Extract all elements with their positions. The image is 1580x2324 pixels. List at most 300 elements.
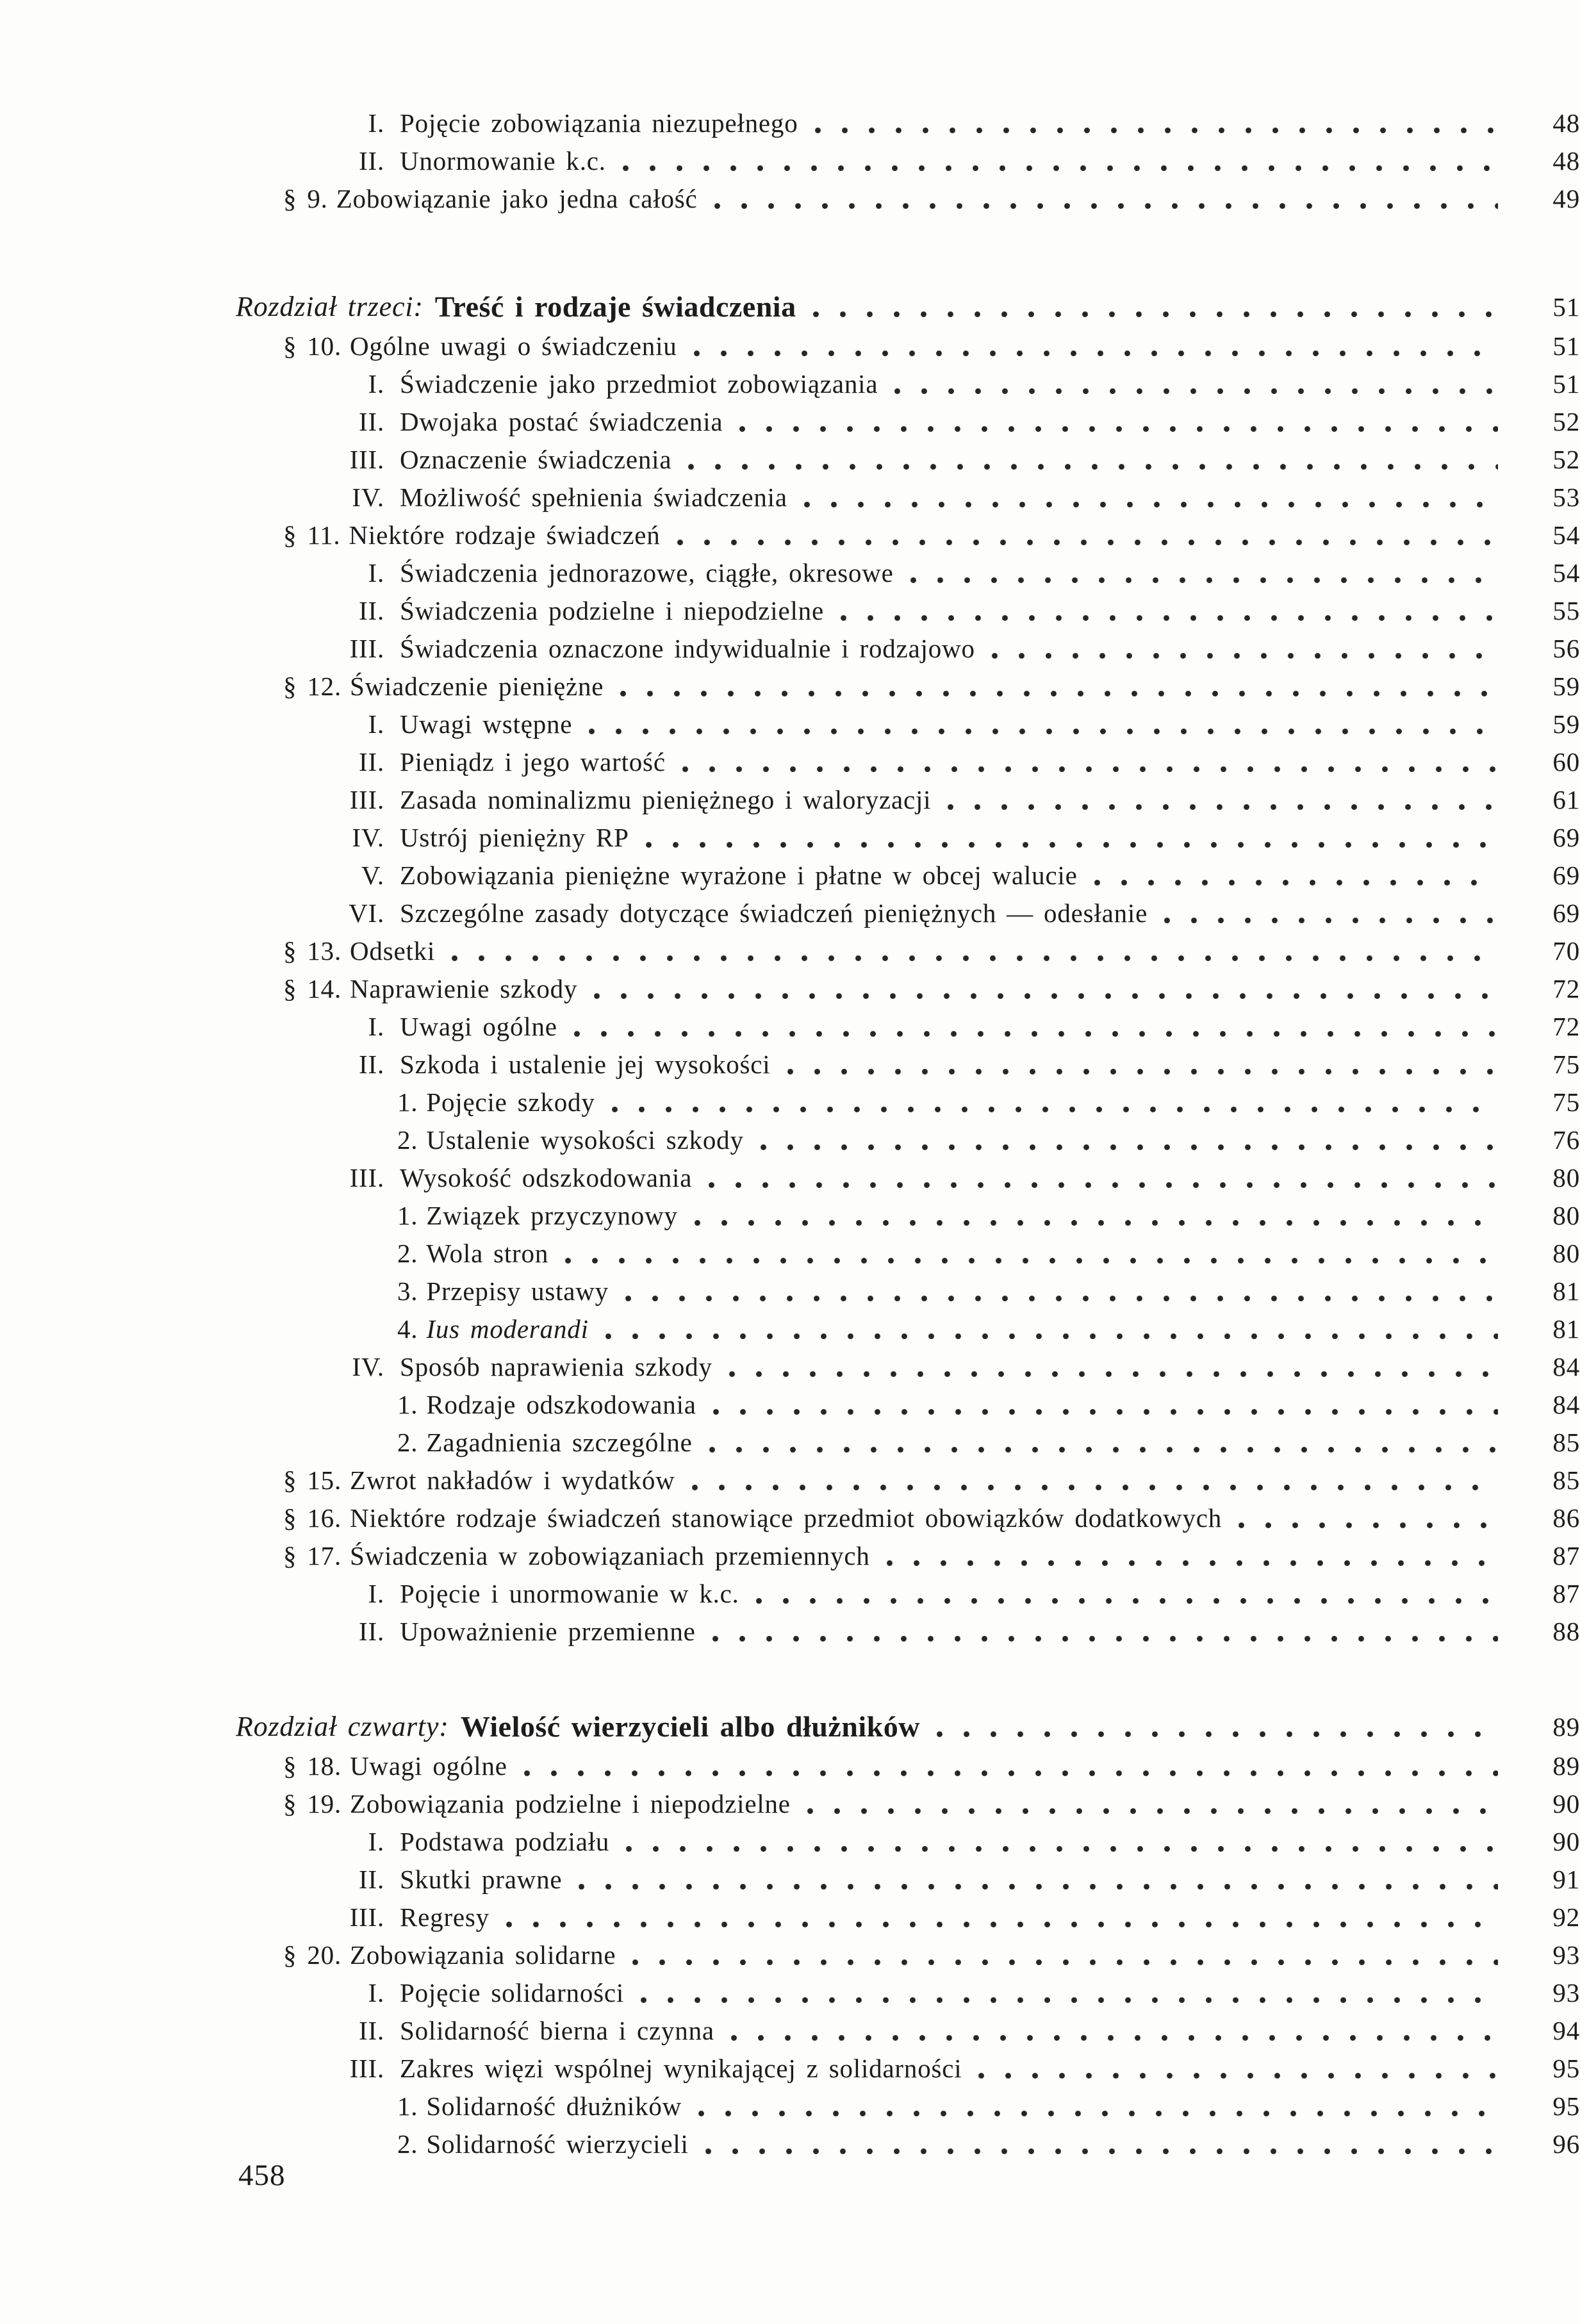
indent-spacer: [0, 479, 283, 516]
entry-page: 69: [1552, 823, 1580, 852]
dot-leader: [579, 1884, 1498, 1890]
chapter-four-section: [0, 1706, 1580, 2163]
entry-label: Związek przyczynowy: [426, 1201, 678, 1230]
entry-page: 56: [1552, 634, 1580, 663]
continuation-section: [0, 104, 1580, 218]
indent-spacer: [0, 932, 283, 970]
entry-number: II.: [359, 407, 384, 436]
indent-spacer: [0, 1273, 397, 1310]
indent-spacer: [0, 142, 283, 180]
entry-label: Ustrój pieniężny RP: [400, 823, 629, 852]
entry-label: Świadczenia jednorazowe, ciągłe, okresowe: [400, 558, 894, 588]
indent-spacer: [0, 630, 283, 668]
dot-leader: [894, 388, 1498, 394]
entry-number: I.: [368, 1827, 384, 1856]
indent-spacer: [0, 516, 283, 554]
indent-spacer: [0, 1046, 283, 1084]
entry-label: Szkoda i ustalenie jej wysokości: [400, 1050, 771, 1079]
entry-label: Szczególne zasady dotyczące świadczeń pieniężnych — odesłanie: [400, 898, 1148, 928]
dot-leader: [761, 1144, 1498, 1150]
chapter-prefix: Rozdział trzeci:: [236, 291, 424, 322]
dot-leader: [712, 1636, 1498, 1642]
toc-entry: [0, 365, 1580, 403]
dot-leader: [574, 1031, 1498, 1037]
toc-entry: [0, 668, 1580, 705]
dot-leader: [937, 1731, 1498, 1737]
entry-page: 69: [1552, 861, 1580, 890]
indent-spacer: [0, 1537, 283, 1575]
entry-page: 95: [1552, 2091, 1580, 2121]
indent-spacer: [0, 2012, 283, 2050]
entry-page: 72: [1552, 974, 1580, 1003]
entry-label: Upoważnienie przemienne: [400, 1617, 696, 1646]
entry-label: Świadczenie pieniężne: [350, 672, 604, 701]
entry-number: II.: [359, 747, 384, 777]
chapter-title: Treść i rodzaje świadczenia: [434, 290, 796, 323]
entry-page: 86: [1552, 1503, 1580, 1533]
entry-number: § 15.: [283, 1465, 342, 1495]
dot-leader: [729, 1371, 1498, 1377]
entry-number: 2.: [397, 2129, 418, 2159]
dot-leader: [807, 1808, 1498, 1814]
dot-leader: [641, 1997, 1498, 2003]
entry-page: 80: [1552, 1163, 1580, 1192]
entry-label: Rodzaje odszkodowania: [426, 1390, 696, 1419]
dot-leader: [506, 1922, 1498, 1927]
entry-number: 2.: [397, 1125, 418, 1155]
page-number: 458: [238, 2159, 286, 2192]
toc-entry: [0, 2012, 1580, 2050]
entry-label: Wola stron: [426, 1239, 549, 1268]
dot-leader: [787, 1069, 1499, 1075]
dot-leader: [815, 128, 1498, 133]
indent-spacer: [0, 1462, 283, 1499]
entry-number: 1.: [397, 1390, 418, 1419]
dot-leader: [804, 502, 1498, 507]
toc-entry: [0, 1936, 1580, 1974]
entry-number: 2.: [397, 1239, 418, 1268]
entry-number: I.: [368, 108, 384, 138]
entry-number: § 20.: [283, 1940, 342, 1970]
entry-label: Regresy: [400, 1902, 490, 1932]
dot-leader: [1238, 1522, 1498, 1528]
indent-spacer: [0, 1823, 283, 1861]
entry-page: 72: [1552, 1012, 1580, 1041]
dot-leader: [452, 955, 1498, 961]
indent-spacer: [0, 1008, 283, 1046]
entry-number: III.: [349, 785, 384, 814]
entry-label: Zobowiązania solidarne: [350, 1940, 616, 1970]
toc-entry: [0, 1861, 1580, 1899]
entry-label: Wysokość odszkodowania: [400, 1163, 693, 1192]
toc-entry: [0, 2088, 1580, 2125]
entry-label: Przepisy ustawy: [426, 1276, 609, 1306]
entry-number: III.: [349, 445, 384, 474]
dot-leader: [756, 1598, 1498, 1604]
entry-number: I.: [368, 558, 384, 588]
entry-label: Możliwość spełnienia świadczenia: [400, 482, 787, 512]
dot-leader: [565, 1258, 1498, 1264]
dot-leader: [632, 1959, 1498, 1965]
indent-spacer: [0, 1974, 283, 2012]
indent-spacer: [0, 1348, 283, 1386]
toc-entry: [0, 894, 1580, 932]
dot-leader: [1164, 918, 1498, 923]
entry-number: II.: [359, 2016, 384, 2045]
entry-page: 84: [1552, 1390, 1580, 1419]
entry-number: III.: [349, 1902, 384, 1932]
indent-spacer: [0, 1235, 397, 1273]
toc-entry: [0, 1159, 1580, 1197]
toc-entry: [0, 554, 1580, 592]
chapter-title: Wielość wierzycieli albo dłużników: [460, 1710, 920, 1743]
indent-spacer: [0, 180, 283, 218]
dot-leader: [625, 1296, 1498, 1301]
entry-number: § 19.: [283, 1789, 342, 1818]
entry-page: 93: [1552, 1940, 1580, 1970]
entry-page: 60: [1552, 747, 1580, 777]
entry-number: VI.: [349, 898, 384, 928]
indent-spacer: [0, 1310, 397, 1348]
toc-entry: [0, 970, 1580, 1008]
entry-page: 80: [1552, 1201, 1580, 1230]
toc-entry: [0, 1537, 1580, 1575]
indent-spacer: [0, 2088, 397, 2125]
indent-spacer: [0, 705, 283, 743]
dot-leader: [620, 691, 1498, 696]
entry-page: 92: [1552, 1902, 1580, 1932]
entry-label: Pojęcie szkody: [426, 1087, 595, 1117]
entry-page: 54: [1552, 558, 1580, 588]
dot-leader: [698, 2111, 1498, 2116]
entry-number: III.: [349, 2054, 384, 2083]
entry-label: Zakres więzi wspólnej wynikającej z solidarności: [400, 2054, 962, 2083]
entry-number: 1.: [397, 1087, 418, 1117]
indent-spacer: [0, 554, 283, 592]
indent-spacer: [0, 1386, 397, 1424]
entry-label: Solidarność bierna i czynna: [400, 2016, 714, 2045]
entry-number: § 9.: [283, 184, 328, 213]
entry-page: 76: [1552, 1125, 1580, 1155]
entry-label: Sposób naprawienia szkody: [400, 1352, 712, 1381]
entry-page: 52: [1552, 407, 1580, 436]
toc-entry: [0, 1008, 1580, 1046]
dot-leader: [978, 2073, 1498, 2079]
indent-spacer: [0, 1499, 283, 1537]
dot-leader: [688, 464, 1498, 470]
indent-spacer: [0, 365, 283, 403]
entry-number: I.: [368, 1978, 384, 2007]
toc-entry: [0, 2050, 1580, 2088]
entry-number: II.: [359, 1617, 384, 1646]
entry-number: I.: [368, 1012, 384, 1041]
chapter-prefix: Rozdział czwarty:: [236, 1711, 449, 1742]
indent-spacer: [0, 857, 283, 894]
toc-entry: [0, 403, 1580, 441]
entry-page: 75: [1552, 1050, 1580, 1079]
entry-number: II.: [359, 1050, 384, 1079]
toc-entry: [0, 1974, 1580, 2012]
dot-leader: [695, 1220, 1498, 1226]
indent-spacer: [0, 1613, 283, 1651]
entry-page: 84: [1552, 1352, 1580, 1381]
dot-leader: [605, 1333, 1498, 1339]
toc-entry: [0, 1785, 1580, 1823]
indent-spacer: [0, 403, 283, 441]
entry-number: IV.: [352, 1352, 384, 1381]
indent-spacer: [0, 668, 283, 705]
entry-page: 59: [1552, 672, 1580, 701]
entry-page: 51: [1552, 292, 1580, 322]
toc-entry: [0, 1310, 1580, 1348]
indent-spacer: [0, 2050, 283, 2088]
entry-number: 2.: [397, 1428, 418, 1457]
entry-number: 1.: [397, 1201, 418, 1230]
indent-spacer: [0, 1861, 283, 1899]
dot-leader: [992, 653, 1498, 659]
toc-entry: [0, 1235, 1580, 1273]
indent-spacer: [0, 1197, 397, 1235]
entry-label: Ius moderandi: [426, 1314, 589, 1344]
toc-entry: [0, 1121, 1580, 1159]
dot-leader: [646, 842, 1498, 848]
indent-spacer: [0, 781, 283, 819]
entry-page: 90: [1552, 1789, 1580, 1818]
entry-number: II.: [359, 596, 384, 625]
entry-label: Skutki prawne: [400, 1865, 563, 1894]
entry-label: Naprawienie szkody: [350, 974, 578, 1003]
entry-page: 91: [1552, 1865, 1580, 1894]
entry-number: § 10.: [283, 331, 342, 361]
entry-page: 80: [1552, 1239, 1580, 1268]
entry-label: Uwagi ogólne: [350, 1751, 507, 1781]
entry-page: 81: [1552, 1314, 1580, 1344]
entry-label: Oznaczenie świadczenia: [400, 445, 672, 474]
toc-entry: [0, 781, 1580, 819]
indent-spacer: [0, 104, 283, 142]
dot-leader: [910, 577, 1498, 583]
dot-leader: [813, 311, 1498, 317]
toc-entry: [0, 1499, 1580, 1537]
entry-page: 87: [1552, 1541, 1580, 1570]
entry-number: § 12.: [283, 672, 342, 701]
toc-entry: [0, 1424, 1580, 1462]
entry-label: Zagadnienia szczególne: [426, 1428, 693, 1457]
dot-leader: [589, 729, 1498, 734]
entry-label: Dwojaka postać świadczenia: [400, 407, 723, 436]
toc-entry: [0, 1747, 1580, 1785]
entry-label: Uwagi ogólne: [400, 1012, 557, 1041]
entry-number: II.: [359, 146, 384, 176]
toc-entry: [0, 932, 1580, 970]
dot-leader: [626, 1846, 1498, 1852]
entry-label: Zobowiązanie jako jedna całość: [336, 184, 698, 213]
entry-number: IV.: [352, 482, 384, 512]
entry-page: 51: [1552, 369, 1580, 399]
indent-spacer: [0, 894, 283, 932]
entry-label: Podstawa podziału: [400, 1827, 610, 1856]
indent-spacer: [0, 1121, 397, 1159]
entry-number: § 11.: [283, 520, 341, 550]
entry-label: Pieniądz i jego wartość: [400, 747, 666, 777]
dot-leader: [524, 1770, 1498, 1776]
chapter-heading-row: [0, 1706, 1580, 1747]
entry-page: 93: [1552, 1978, 1580, 2007]
entry-label: Ogólne uwagi o świadczeniu: [350, 331, 677, 361]
indent-spacer: [0, 1159, 283, 1197]
entry-page: 95: [1552, 2054, 1580, 2083]
chapter-heading-row: [0, 286, 1580, 327]
chapter-three-section: [0, 286, 1580, 1651]
toc-entry: [0, 441, 1580, 479]
indent-spacer: [0, 1899, 283, 1936]
toc-entry: [0, 1386, 1580, 1424]
entry-label: Pojęcie solidarności: [400, 1978, 625, 2007]
entry-number: § 13.: [283, 936, 342, 966]
toc-entry: [0, 516, 1580, 554]
entry-label: Świadczenia oznaczone indywidualnie i rodzajowo: [400, 634, 975, 663]
toc-entry: [0, 705, 1580, 743]
entry-label: Świadczenia w zobowiązaniach przemiennych: [350, 1541, 870, 1570]
entry-label: Zobowiązania pieniężne wyrażone i płatne w obcej walucie: [400, 861, 1078, 890]
indent-spacer: [0, 592, 283, 630]
indent-spacer: [0, 1747, 283, 1785]
toc-entry: [0, 327, 1580, 365]
entry-label: Ustalenie wysokości szkody: [426, 1125, 744, 1155]
entry-page: 51: [1552, 331, 1580, 361]
indent-spacer: [0, 1785, 283, 1823]
dot-leader: [1094, 880, 1498, 886]
entry-number: III.: [349, 634, 384, 663]
toc-entry: [0, 1348, 1580, 1386]
entry-label: Niektóre rodzaje świadczeń stanowiące przedmiot obowiązków dodatkowych: [350, 1503, 1222, 1533]
entry-label: Zasada nominalizmu pieniężnego i waloryzacji: [400, 785, 932, 814]
toc-entry: [0, 1273, 1580, 1310]
toc-entry: [0, 819, 1580, 857]
entry-label: Uwagi wstępne: [400, 709, 573, 739]
dot-leader: [623, 165, 1498, 171]
toc-entry: [0, 180, 1580, 218]
indent-spacer: [0, 743, 283, 781]
entry-page: 61: [1552, 785, 1580, 814]
indent-spacer: [0, 970, 283, 1008]
dot-leader: [948, 804, 1498, 810]
entry-page: 49: [1552, 184, 1580, 213]
entry-label: Zobowiązania podzielne i niepodzielne: [350, 1789, 791, 1818]
dot-leader: [612, 1107, 1498, 1112]
toc-entry: [0, 1084, 1580, 1121]
indent-spacer: [0, 819, 283, 857]
dot-leader: [677, 540, 1498, 545]
entry-label: Odsetki: [350, 936, 436, 966]
dot-leader: [709, 1447, 1498, 1453]
entry-number: III.: [349, 1163, 384, 1192]
entry-page: 81: [1552, 1276, 1580, 1306]
entry-number: 4.: [397, 1314, 418, 1344]
toc-entry: [0, 142, 1580, 180]
toc-entry: [0, 1462, 1580, 1499]
entry-label: Świadczenie jako przedmiot zobowiązania: [400, 369, 878, 399]
entry-page: 96: [1552, 2129, 1580, 2159]
dot-leader: [714, 203, 1499, 209]
toc-entry: [0, 743, 1580, 781]
entry-number: I.: [368, 1579, 384, 1608]
indent-spacer: [0, 327, 283, 365]
entry-label: Solidarność dłużników: [426, 2091, 682, 2121]
indent-spacer: [0, 1424, 397, 1462]
toc-entry: [0, 630, 1580, 668]
entry-page: 90: [1552, 1827, 1580, 1856]
entry-page: 87: [1552, 1579, 1580, 1608]
toc-entry: [0, 1899, 1580, 1936]
entry-number: § 18.: [283, 1751, 342, 1781]
entry-number: § 14.: [283, 974, 342, 1003]
indent-spacer: [0, 1575, 283, 1613]
entry-number: 3.: [397, 1276, 418, 1306]
dot-leader: [841, 615, 1498, 621]
toc-entry: [0, 1046, 1580, 1084]
entry-number: II.: [359, 1865, 384, 1894]
entry-page: 52: [1552, 445, 1580, 474]
indent-spacer: [0, 286, 236, 327]
toc-entry: [0, 479, 1580, 516]
indent-spacer: [0, 441, 283, 479]
entry-label: Unormowanie k.c.: [400, 146, 606, 176]
dot-leader: [887, 1560, 1498, 1566]
entry-number: I.: [368, 709, 384, 739]
entry-label: Świadczenia podzielne i niepodzielne: [400, 596, 824, 625]
toc-entry: [0, 1575, 1580, 1613]
dot-leader: [731, 2035, 1498, 2041]
entry-page: 70: [1552, 936, 1580, 966]
toc-entry: [0, 2125, 1580, 2163]
dot-leader: [709, 1182, 1498, 1188]
entry-page: 89: [1552, 1751, 1580, 1781]
dot-leader: [713, 1409, 1498, 1415]
entry-page: 85: [1552, 1428, 1580, 1457]
dot-leader: [594, 993, 1498, 999]
entry-label: Pojęcie i unormowanie w k.c.: [400, 1579, 739, 1608]
dot-leader: [682, 766, 1498, 772]
entry-number: V.: [361, 861, 384, 890]
dot-leader: [739, 426, 1498, 432]
indent-spacer: [0, 1936, 283, 1974]
entry-label: Zwrot nakładów i wydatków: [350, 1465, 675, 1495]
toc-entry: [0, 1823, 1580, 1861]
entry-number: I.: [368, 369, 384, 399]
entry-number: § 16.: [283, 1503, 342, 1533]
entry-page: 94: [1552, 2016, 1580, 2045]
toc-entry: [0, 1197, 1580, 1235]
dot-leader: [692, 1485, 1498, 1490]
entry-label: Pojęcie zobowiązania niezupełnego: [400, 108, 798, 138]
entry-page: 55: [1552, 596, 1580, 625]
entry-page: 85: [1552, 1465, 1580, 1495]
entry-page: 69: [1552, 898, 1580, 928]
entry-number: § 17.: [283, 1541, 342, 1570]
entry-label: Niektóre rodzaje świadczeń: [349, 520, 661, 550]
indent-spacer: [0, 1084, 397, 1121]
entry-page: 89: [1552, 1712, 1580, 1742]
entry-page: 48: [1552, 108, 1580, 138]
toc-entry: [0, 104, 1580, 142]
indent-spacer: [0, 1706, 236, 1747]
indent-spacer: [0, 2125, 397, 2163]
entry-page: 53: [1552, 482, 1580, 512]
dot-leader: [694, 350, 1498, 356]
toc-entry: [0, 592, 1580, 630]
toc-entry: [0, 1613, 1580, 1651]
